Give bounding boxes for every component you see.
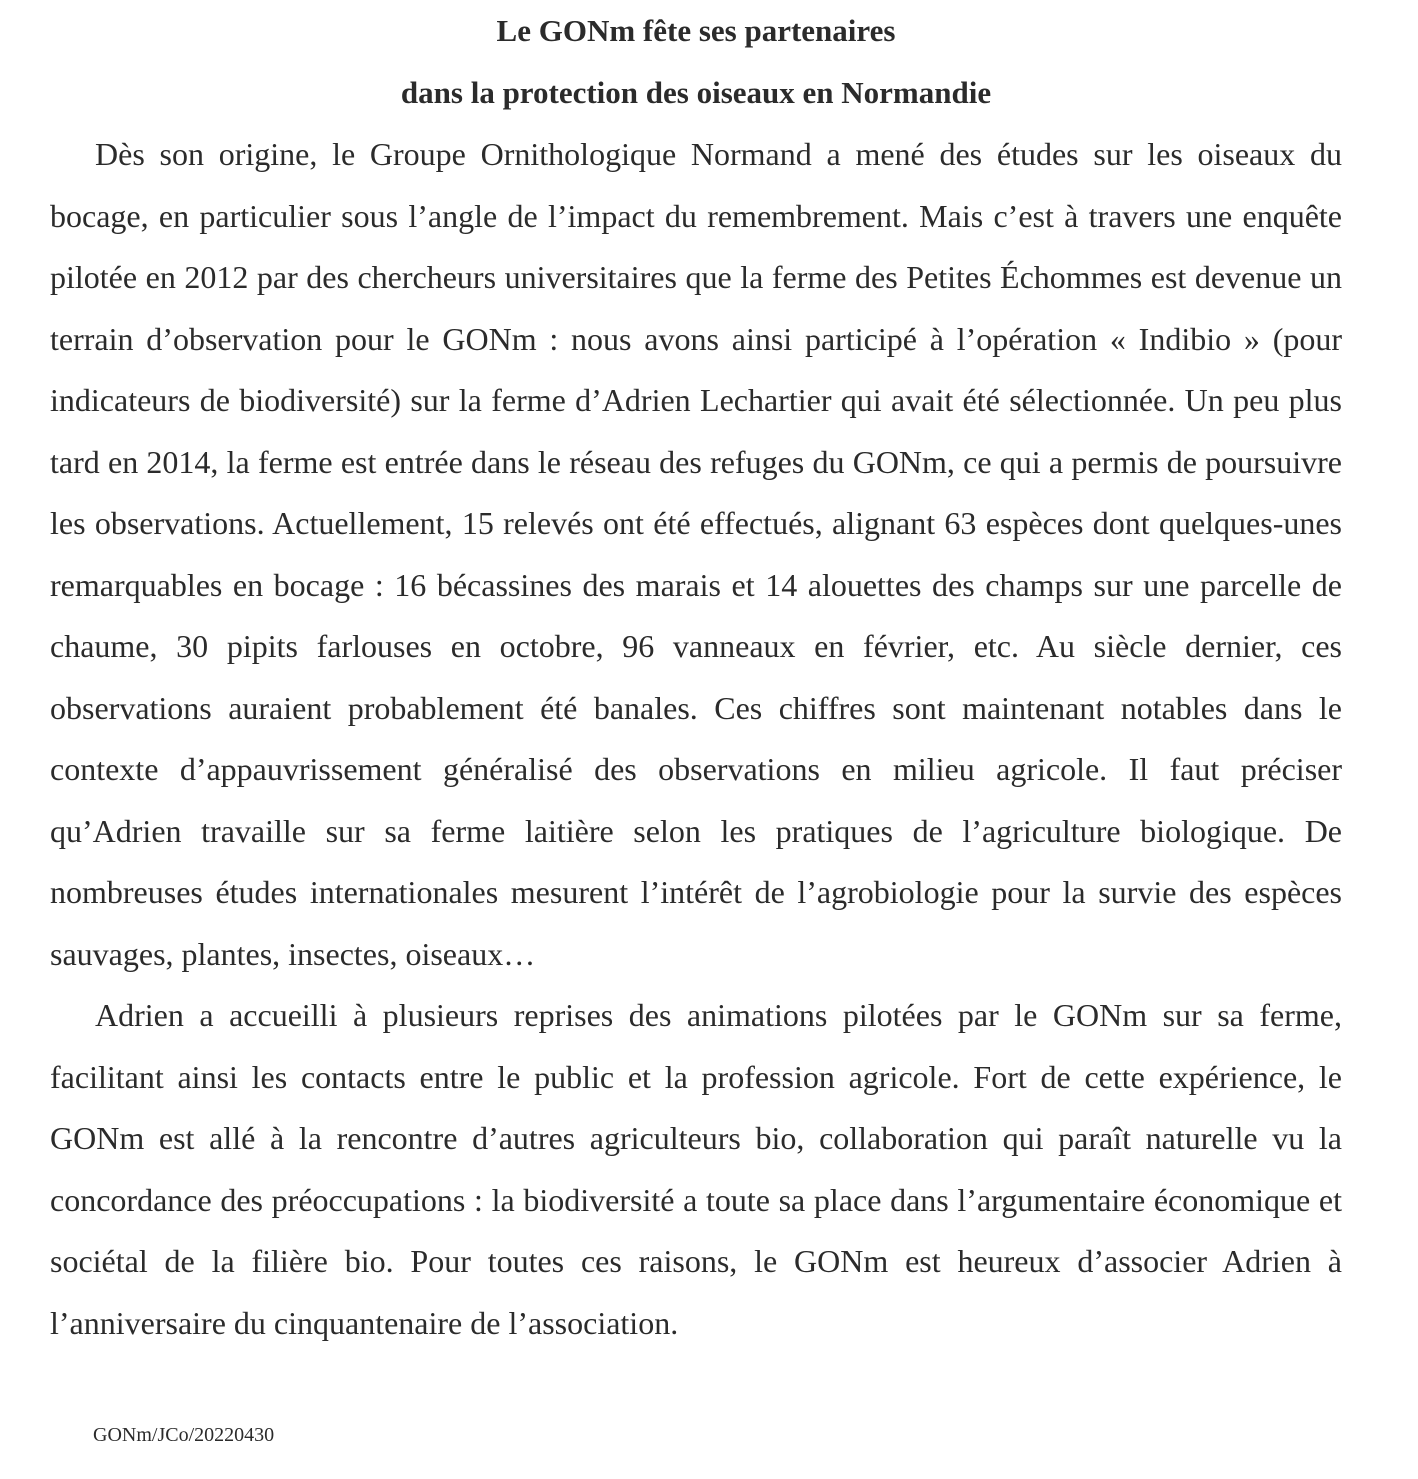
document-reference: GONm/JCo/20220430 [93, 1424, 275, 1446]
document-page [50, 0, 1342, 1354]
paragraph-2: Adrien a accueilli à plusieurs reprises des animations pilotées par le GONm sur sa ferme, facilitant ainsi les contacts entre le public et la profession agricole. Fort de cette expérience, le GONm est allé à la rencontre d’autres agriculteurs bio, collaboration qui paraît naturelle vu la concordance des préoccupations : la biodiversité a toute sa place dans l’argumentaire économique et sociétal de la filière bio. Pour toutes ces raisons, le GONm est heureux d’associer Adrien à l’anniversaire du cinquantenaire de l’association. [50, 997, 1342, 1341]
paragraph-1: Dès son origine, le Groupe Ornithologique Normand a mené des études sur les oiseaux du bocage, en particulier sous l’angle de l’impact du remembrement. Mais c’est à travers une enquête pilotée en 2012 par des chercheurs universitaires que la ferme des Petites Échommes est devenue un terrain d’observation pour le GONm : nous avons ainsi participé à l’opération « Indibio » (pour indicateurs de biodiversité) sur la ferme d’Adrien Lechartier qui avait été sélectionnée. Un peu plus tard en 2014, la ferme est entrée dans le réseau des refuges du GONm, ce qui a permis de poursuivre les observations. Actuellement, 15 relevés ont été effectués, alignant 63 espèces dont quelques-unes remarquables en bocage : 16 bécassines des marais et 14 alouettes des champs sur une parcelle de chaume, 30 pipits farlouses en octobre, 96 vanneaux en février, etc. Au siècle dernier, ces observations auraient probablement été banales. Ces chiffres sont maintenant notables dans le contexte d’appauvrissement généralisé des observations en milieu agricole. Il faut préciser qu’Adrien travaille sur sa ferme laitière selon les pratiques de l’agriculture biologique. De nombreuses études internationales mesurent l’intérêt de l’agrobiologie pour la survie des espèces sauvages, plantes, insectes, oiseaux… [50, 136, 1342, 972]
title-line-2: dans la protection des oiseaux en Normandie [400, 75, 992, 110]
title-line-1: Le GONm fête ses partenaires [496, 13, 896, 48]
